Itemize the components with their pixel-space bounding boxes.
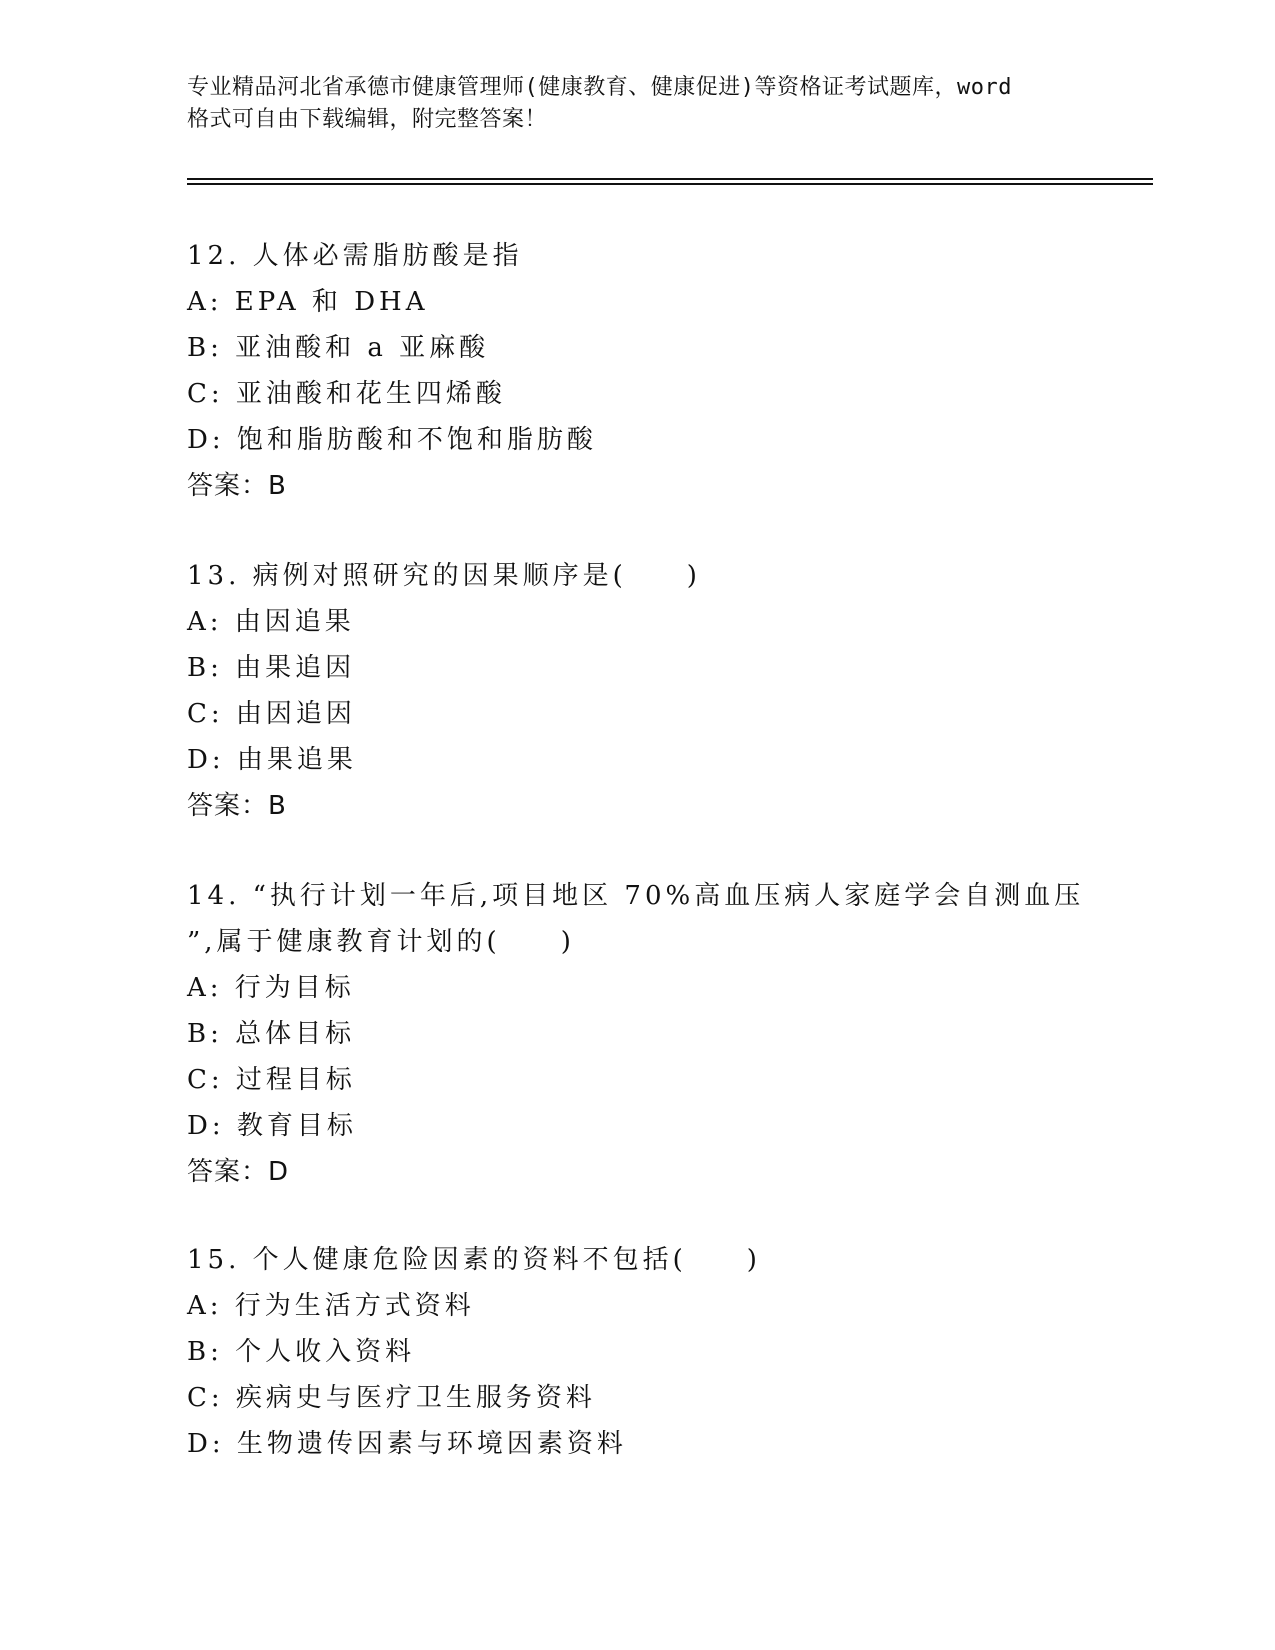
- option-d: D: 饱和脂肪酸和不饱和脂肪酸: [187, 425, 597, 455]
- question-12: [187, 233, 1087, 509]
- option-b: B: 由果追因: [187, 653, 356, 683]
- option-d: D: 生物遗传因素与环境因素资料: [187, 1429, 627, 1459]
- question-stem: 12. 人体必需脂肪酸是指: [187, 241, 523, 271]
- option-c: C: 亚油酸和花生四烯酸: [187, 379, 506, 409]
- option-c: C: 过程目标: [187, 1065, 356, 1095]
- option-d: D: 由果追果: [187, 745, 357, 775]
- option-b: B: 亚油酸和 a 亚麻酸: [187, 333, 490, 363]
- question-15: [187, 1237, 1087, 1467]
- question-stem: 13. 病例对照研究的因果顺序是( ): [187, 561, 701, 591]
- option-a: A: 行为生活方式资料: [187, 1291, 475, 1321]
- question-14: [187, 873, 1087, 1195]
- header-rule-top: [187, 178, 1153, 180]
- question-stem: 14. “执行计划一年后,项目地区 70%高血压病人家庭学会自测血压: [187, 881, 1085, 911]
- option-a: A: EPA 和 DHA: [187, 287, 429, 317]
- question-13: [187, 553, 1087, 829]
- option-d: D: 教育目标: [187, 1111, 357, 1141]
- option-a: A: 行为目标: [187, 973, 355, 1003]
- option-a: A: 由因追果: [187, 607, 355, 637]
- option-b: B: 总体目标: [187, 1019, 356, 1049]
- option-b: B: 个人收入资料: [187, 1337, 416, 1367]
- option-c: C: 由因追因: [187, 699, 356, 729]
- answer-line: 答案：B: [187, 791, 287, 821]
- answer-line: 答案：D: [187, 1157, 290, 1187]
- question-stem-continued: ”,属于健康教育计划的( ): [187, 927, 575, 957]
- header-line-2: 格式可自由下载编辑，附完整答案！: [187, 107, 548, 132]
- header-rule-bottom: [187, 183, 1153, 185]
- header-line-1: 专业精品河北省承德市健康管理师(健康教育、健康促进)等资格证考试题库，word: [187, 75, 1012, 100]
- option-c: C: 疾病史与医疗卫生服务资料: [187, 1383, 596, 1413]
- question-stem: 15. 个人健康危险因素的资料不包括( ): [187, 1245, 761, 1275]
- answer-line: 答案：B: [187, 471, 287, 501]
- document-header: [187, 72, 1087, 136]
